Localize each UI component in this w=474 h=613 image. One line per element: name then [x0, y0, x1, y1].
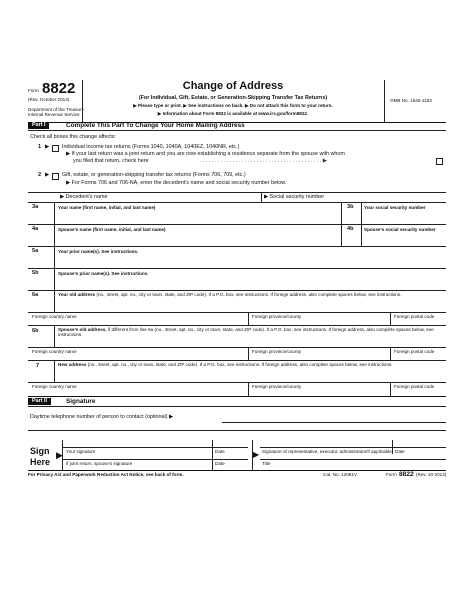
line3-bottom-rule: [28, 224, 446, 225]
rep-title-field[interactable]: [260, 459, 446, 460]
check-all-instruction: [30, 134, 116, 140]
line6b-left-divider: [54, 325, 55, 347]
part1-title-rule: [28, 130, 446, 131]
catalog-number: Cat. No. 12081V: [323, 472, 357, 477]
line1-arrow: ▶: [45, 144, 50, 150]
line7-bottom-rule: [28, 382, 446, 383]
line5a-left-divider: [54, 246, 55, 268]
line4a-left-divider: [54, 224, 55, 246]
line6a-foreign-postal[interactable]: Foreign postal code: [394, 314, 435, 319]
line6b-foreign-divider1: [248, 347, 249, 360]
line6b-number: 6b: [32, 328, 39, 334]
line1-joint-check-text: you filed that return, check here: [73, 158, 149, 164]
part2-tag: Part II: [28, 398, 51, 405]
line1-joint-instruction: ▶ If your last return was a joint return and you are now establishing a residence separate from the spouse with whom: [66, 151, 345, 157]
phone-bottom-rule: [28, 430, 446, 431]
line4b-text: Spouse’s social security number: [364, 227, 436, 232]
line7-foreign-province[interactable]: Foreign province/county: [252, 384, 302, 389]
line4b-label[interactable]: [364, 227, 436, 232]
line6a-bold-text: Your old address: [58, 292, 96, 297]
line6a-left-divider: [54, 290, 55, 312]
line4b-left-divider: [361, 224, 362, 246]
rep-signature-field[interactable]: [260, 447, 446, 448]
line3a-label[interactable]: [58, 205, 155, 210]
joint-signature-date-label: Date: [215, 461, 225, 466]
sign-label: Sign: [30, 446, 50, 456]
your-signature-date-label: Date: [215, 449, 225, 454]
line6b-label[interactable]: [58, 327, 443, 338]
line6b-text: if different from line 6a (no., street, apt. no., city or town, state, and ZIP code). If a P.O. box, see instructions. If foreign address, also complete spaces below, see instructions.: [58, 327, 434, 338]
line6a-number: 6a: [32, 292, 39, 298]
part1-tag: Part I: [28, 122, 49, 129]
footer-revision: (Rev. 10-2014): [416, 472, 447, 477]
line6a-foreign-province[interactable]: Foreign province/county: [252, 314, 302, 319]
line5a-bottom-rule: [28, 268, 446, 269]
footer-form-word: Form: [386, 472, 397, 477]
footer-form-number: 8822: [399, 471, 414, 478]
part1-title: Complete This Part To Change Your Home Mailing Address: [66, 122, 245, 129]
daytime-phone-label: Daytime telephone number of person to contact (optional) ▶: [30, 414, 174, 420]
line1-checkbox[interactable]: [52, 145, 59, 152]
omb-number: OMB No. 1545-1163: [390, 98, 432, 103]
form-word: Form: [28, 88, 39, 93]
rep-sign-arrow: ▶: [253, 450, 260, 459]
form-subtitle: (For Individual, Gift, Estate, or Generation-Skipping Transfer Tax Returns): [138, 95, 328, 101]
rep-signature-label: Signature of representative, executor, administrator/if applicable: [262, 449, 392, 454]
line2-decedent-instruction: ▶ For Forms 706 and 706-NA, enter the decedent’s name and social security number below.: [66, 180, 287, 186]
line3a-text: Your name (first name, initial, and last name): [58, 205, 156, 210]
line1-number: 1: [38, 144, 42, 150]
line3a-left-divider: [54, 202, 55, 224]
form-title: Change of Address: [182, 80, 284, 92]
your-signature-label: Your signature: [66, 449, 96, 454]
line3b-number: 3b: [347, 204, 354, 210]
footer-top-rule: [28, 470, 446, 471]
line5b-number: 5b: [32, 270, 39, 276]
line7-bold-text: New address: [58, 362, 87, 367]
daytime-phone-field[interactable]: [222, 422, 446, 423]
line2-number: 2: [38, 172, 42, 178]
form-number: 8822: [42, 80, 76, 97]
form-instructions: ▶ Please type or print. ▶ See instructions on back. ▶ Do not attach this form to your return.: [133, 103, 333, 108]
line5b-text: Spouse’s prior name(s). See instructions.: [58, 271, 149, 276]
line4a-text: Spouse’s name (first name, initial, and last name): [58, 227, 166, 232]
line6b-foreign-country[interactable]: Foreign country name: [32, 349, 77, 354]
line6b-foreign-postal[interactable]: Foreign postal code: [394, 349, 435, 354]
joint-signature-date-divider: [212, 454, 213, 470]
decedent-top-rule: [28, 192, 446, 193]
decedent-divider: [261, 192, 262, 202]
your-signature-field[interactable]: [63, 447, 248, 448]
line4a-label[interactable]: [58, 227, 166, 232]
part2-title-rule: [28, 406, 446, 407]
line7-foreign-country[interactable]: Foreign country name: [32, 384, 77, 389]
line2-label: Gift, estate, or generation-skipping transfer tax returns (Forms 706, 709, etc.): [62, 172, 246, 178]
line6a-label[interactable]: [58, 292, 443, 297]
line5a-text: Your prior name(s). See instructions.: [58, 249, 139, 254]
line7-foreign-postal[interactable]: Foreign postal code: [394, 384, 435, 389]
line3b-label[interactable]: [364, 205, 425, 210]
sign-here-arrow: ▶: [56, 450, 63, 460]
line1-joint-checkbox[interactable]: [436, 158, 443, 165]
line3a-number: 3a: [32, 204, 39, 210]
line4a-number: 4a: [32, 226, 39, 232]
decedent-ssn-label[interactable]: ▶ Social security number: [264, 194, 325, 200]
part2-top-rule: [28, 396, 446, 397]
line7-foreign-divider1: [248, 382, 249, 396]
line4-bottom-rule: [28, 246, 446, 247]
department-line: Department of the Treasury: [28, 107, 84, 112]
line2-checkbox[interactable]: [52, 173, 59, 180]
line5b-left-divider: [54, 268, 55, 290]
line5a-label[interactable]: [58, 249, 138, 254]
line6b-bottom-rule: [28, 347, 446, 348]
decedent-name-label[interactable]: ▶ Decedent’s name: [60, 194, 108, 200]
line7-label[interactable]: [58, 362, 443, 367]
sign-here-divider: [62, 440, 63, 470]
joint-signature-field[interactable]: [63, 459, 248, 460]
check-all-text: Check all boxes this change affects:: [30, 134, 116, 140]
line1-label: Individual income tax returns (Forms 1040, 1040A, 1040EZ, 1040NR, etc.): [62, 144, 240, 150]
line6b-foreign-province[interactable]: Foreign province/county: [252, 349, 302, 354]
line6a-foreign-country[interactable]: Foreign country name: [32, 314, 77, 319]
line4b-number: 4b: [347, 226, 354, 232]
line1-leader-dots: . . . . . . . . . . . . . . . . . . . . . . . . . . . . . . . . . . . . . . . . . ▶: [200, 158, 327, 164]
line3b-text: Your social security number: [364, 205, 426, 210]
line5a-number: 5a: [32, 248, 39, 254]
rep-date-divider: [392, 440, 393, 454]
line7-number: 7: [36, 363, 40, 369]
line6a-foreign-divider1: [248, 312, 249, 325]
line5b-bottom-rule: [28, 290, 446, 291]
rep-date-label: Date: [395, 449, 405, 454]
line6b-foreign-divider2: [390, 347, 391, 360]
here-label: Here: [30, 457, 51, 467]
joint-signature-label: If joint return, spouse’s signature: [66, 461, 133, 466]
your-signature-date-divider: [212, 440, 213, 454]
line7-text: (no., street, apt. no., city or town, state, and ZIP code). If a P.O. box, see instructions. If foreign address, also complete spaces below, see instructions.: [86, 362, 393, 367]
line6a-bottom-rule: [28, 312, 446, 313]
part2-title: Signature: [66, 398, 96, 405]
rep-title-label: Title: [262, 461, 271, 466]
header-divider-right: [384, 80, 385, 122]
line2-arrow: ▶: [45, 172, 50, 178]
line6a-foreign-divider2: [390, 312, 391, 325]
line7-left-divider: [54, 360, 55, 382]
line6b-foreign-bottom-rule: [28, 360, 446, 361]
privacy-notice: For Privacy Act and Paperwork Reduction Act Notice, see back of form.: [28, 472, 184, 477]
line5b-label[interactable]: [58, 271, 148, 276]
line7-foreign-divider2: [390, 382, 391, 396]
decedent-bottom-rule: [28, 202, 446, 203]
line6a-foreign-bottom-rule: [28, 325, 446, 326]
form-info-link: ▶ Information about Form 8822 is available at www.irs.gov/form8822.: [157, 111, 309, 116]
line3b-left-divider: [361, 202, 362, 224]
line6b-bold-text: Spouse’s old address,: [58, 327, 107, 332]
line6a-text: (no., street, apt. no., city or town, state, and ZIP code). If a P.O. box, see instructions. If foreign address, also complete spaces below, see instructions.: [95, 292, 402, 297]
agency-line: Internal Revenue Service: [28, 112, 80, 117]
revision-date: (Rev. October 2014): [28, 97, 70, 102]
